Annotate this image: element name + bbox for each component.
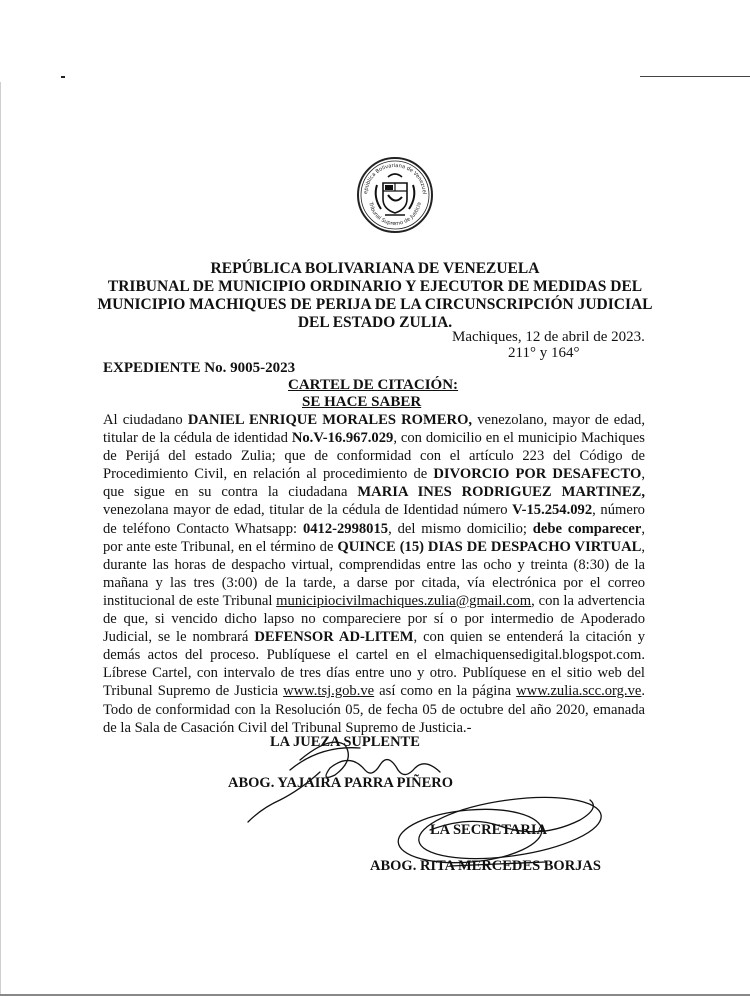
header-court-line1: TRIBUNAL DE MUNICIPIO ORDINARIO Y EJECUTOR DE MEDIDAS DEL xyxy=(107,278,643,295)
body-text-segment: , con domicilio en el municipio Machiques de Perijá del estado Zulia; que de conformidad con el artículo 223 del Código de Procedimiento Civil, en relación al procedimiento de xyxy=(103,430,645,483)
body-text-segment: , con quien se entenderá la citación y demás actos del proceso. Publíquese el cartel en el elmachiquensedigital.blogspot.com. Líbrese Cartel, con intervalo de tres días entre uno y otro. Publíquese en el sitio web del Tribunal Supremo de Justicia xyxy=(103,629,645,700)
court-email-link[interactable]: municipiocivilmachiques.zulia@gmail.com xyxy=(276,592,532,609)
body-text-segment: , número de teléfono Contacto Whatsapp: xyxy=(103,502,645,537)
document-header xyxy=(90,260,660,332)
seal-text-bottom: Tribunal Supremo de Justicia xyxy=(367,201,423,228)
scan-edge-left xyxy=(0,82,1,996)
document-title: CARTEL DE CITACIÓN: xyxy=(288,377,459,393)
plaintiff-id: V-15.254.092 xyxy=(512,502,593,519)
body-text-segment: Al ciudadano xyxy=(103,412,188,428)
secretary-title: LA SECRETARIA xyxy=(430,822,547,838)
secretary-name: ABOG. RITA MERCEDES BORJAS xyxy=(370,858,601,874)
place-date: Machiques, 12 de abril de 2023. xyxy=(452,329,645,345)
body-text-segment: , que sigue en su contra la ciudadana xyxy=(103,466,645,501)
header-republic: REPÚBLICA BOLIVARIANA DE VENEZUELA xyxy=(210,260,540,277)
scan-mark xyxy=(61,76,65,78)
judge-signature-flourish xyxy=(290,748,360,770)
zulia-website-link[interactable]: www.zulia.scc.org.ve xyxy=(516,683,642,700)
years-reference: 211° y 164° xyxy=(508,345,580,361)
notice-body xyxy=(103,411,645,737)
body-text-segment: así como en la página xyxy=(374,683,517,700)
appear-notice: debe comparecer xyxy=(532,520,642,537)
defendant-name: DANIEL ENRIQUE MORALES ROMERO, xyxy=(187,412,473,428)
plaintiff-phone: 0412-2998015 xyxy=(302,520,389,537)
judge-name: ABOG. YAJAIRA PARRA PIÑERO xyxy=(228,775,454,791)
tsj-website-link[interactable]: www.tsj.gob.ve xyxy=(283,683,375,700)
body-text-segment: , del mismo domicilio; xyxy=(388,520,533,537)
plaintiff-name: MARIA INES RODRIGUEZ MARTINEZ, xyxy=(357,484,645,501)
document-subtitle: SE HACE SABER xyxy=(302,394,422,410)
body-text-segment: . Todo de conformidad con la Resolución 05, de fecha 05 de octubre del año 2020, emanada de la Sala de Casación Civil del Tribunal Supremo de Justicia.- xyxy=(103,683,646,736)
header-court-line3: DEL ESTADO ZULIA. xyxy=(297,314,453,331)
term-notice: QUINCE (15) DIAS DE DESPACHO VIRTUAL xyxy=(337,538,642,555)
case-number: EXPEDIENTE No. 9005-2023 xyxy=(103,360,296,376)
seal-text-top: epública Bolivariana de Venezuel xyxy=(362,162,427,195)
body-text-segment: , por ante este Tribunal, en el término de xyxy=(103,520,645,555)
body-text-segment: venezolano, mayor de edad, titular de la cédula de identidad xyxy=(103,412,646,447)
case-type: DIVORCIO POR DESAFECTO xyxy=(433,466,642,483)
defender-notice: DEFENSOR AD-LITEM xyxy=(254,629,414,646)
body-text-segment: venezolana mayor de edad, titular de la cédula de Identidad número xyxy=(103,502,513,519)
defendant-id: No.V-16.967.029 xyxy=(291,430,394,447)
body-text-segment: , con la advertencia de que, si vencido dicho lapso no compareciere por sí o por intermedio de Apoderado Judicial, se le nombrará xyxy=(103,592,645,646)
header-court-line2: MUNICIPIO MACHIQUES DE PERIJA DE LA CIRCUNSCRIPCIÓN JUDICIAL xyxy=(97,296,653,313)
scan-edge-top xyxy=(640,76,750,77)
judge-title: LA JUEZA SUPLENTE xyxy=(270,734,420,750)
body-text-segment: , durante las horas de despacho virtual, comprendidas entre las ocho y treinta (8:30) de la mañana y las tres (3:00) de la tarde, a darse por citada, vía electrónica por el correo institucional de este Tribunal xyxy=(103,538,645,609)
court-seal-icon xyxy=(355,155,435,235)
